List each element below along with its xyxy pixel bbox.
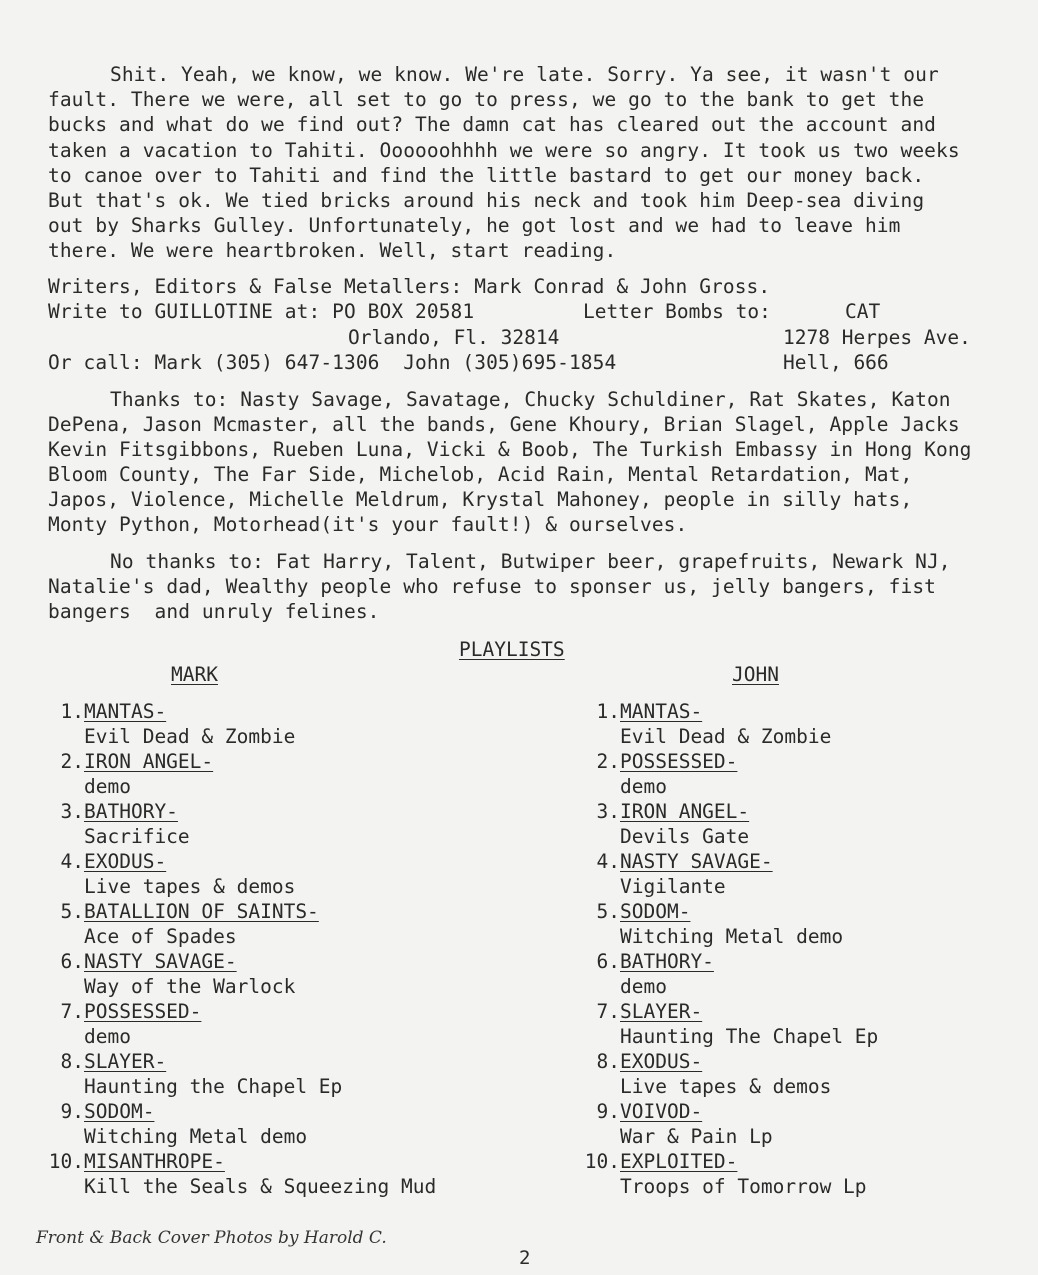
playlist-item-release: Kill the Seals & Squeezing Mud: [84, 1175, 437, 1198]
playlist-item-number: 4.: [60, 850, 84, 873]
playlist-item-release: demo: [620, 775, 667, 798]
playlist-item-band: SODOM-: [620, 900, 691, 923]
credits-call: Or call: Mark (305) 647-1306 John (305)695-1854: [48, 351, 617, 374]
playlist-item-band: POSSESSED-: [620, 750, 738, 773]
playlist-item-number: 9.: [60, 1100, 84, 1123]
playlist-item-release: Troops of Tomorrow Lp: [620, 1175, 867, 1198]
cat-street: 1278 Herpes Ave.: [783, 326, 971, 349]
playlist-item-number: 2.: [60, 750, 84, 773]
playlist-item-number: 10.: [48, 1150, 84, 1173]
intro-line: But that's ok. We tied bricks around his neck and took him Deep-sea diving: [48, 189, 925, 212]
playlist-item-number: 6.: [60, 950, 84, 973]
playlist-item-number: 5.: [596, 900, 620, 923]
intro-line: fault. There we were, all set to go to press, we go to the bank to get the: [48, 88, 925, 111]
playlist-item-release: Live tapes & demos: [84, 875, 296, 898]
playlist-item-band: BATHORY-: [620, 950, 714, 973]
playlist-item-release: Way of the Warlock: [84, 975, 296, 998]
playlist-item-number: 6.: [596, 950, 620, 973]
handwritten-photo-credit: Front & Back Cover Photos by Harold C.: [36, 1228, 387, 1248]
playlist-item-release: Evil Dead & Zombie: [84, 725, 296, 748]
playlist-item-band: EXODUS-: [84, 850, 167, 873]
playlist-item-release: Haunting The Chapel Ep: [620, 1025, 879, 1048]
letter-bombs-label: Letter Bombs to:: [583, 300, 771, 323]
playlist-item-number: 7.: [60, 1000, 84, 1023]
playlist-item-band: POSSESSED-: [84, 1000, 202, 1023]
playlist-item-band: EXODUS-: [620, 1050, 703, 1073]
playlist-item-number: 8.: [60, 1050, 84, 1073]
cat-name: CAT: [845, 300, 881, 323]
playlist-item-release: demo: [84, 775, 131, 798]
playlist-item-number: 9.: [596, 1100, 620, 1123]
playlist-item-band: VOIVOD-: [620, 1100, 703, 1123]
playlist-item-release: Ace of Spades: [84, 925, 237, 948]
playlist-item-release: demo: [620, 975, 667, 998]
playlist-item-release: Sacrifice: [84, 825, 190, 848]
playlist-john-title: JOHN: [732, 663, 779, 686]
playlist-item-release: Devils Gate: [620, 825, 750, 848]
playlist-item-number: 2.: [596, 750, 620, 773]
intro-line: there. We were heartbroken. Well, start reading.: [48, 239, 617, 262]
thanks-line: Kevin Fitsgibbons, Rueben Luna, Vicki & Boob, The Turkish Embassy in Hong Kong: [48, 438, 972, 461]
playlist-item-release: War & Pain Lp: [620, 1125, 773, 1148]
playlist-item-band: SODOM-: [84, 1100, 155, 1123]
playlist-item-number: 5.: [60, 900, 84, 923]
thanks-line: DePena, Jason Mcmaster, all the bands, Gene Khoury, Brian Slagel, Apple Jacks: [48, 413, 960, 436]
playlist-item-number: 8.: [596, 1050, 620, 1073]
playlist-item-band: EXPLOITED-: [620, 1150, 738, 1173]
playlist-item-band: MANTAS-: [620, 700, 703, 723]
playlist-item-release: Vigilante: [620, 875, 726, 898]
no-thanks-line: No thanks to: Fat Harry, Talent, Butwiper beer, grapefruits, Newark NJ,: [110, 550, 951, 573]
cat-city: Hell, 666: [783, 351, 889, 374]
playlist-item-release: Live tapes & demos: [620, 1075, 832, 1098]
thanks-line: Thanks to: Nasty Savage, Savatage, Chucky Schuldiner, Rat Skates, Katon: [110, 388, 951, 411]
playlists-heading: PLAYLISTS: [459, 638, 565, 661]
intro-line: to canoe over to Tahiti and find the little bastard to get our money back.: [48, 164, 925, 187]
playlist-item-release: demo: [84, 1025, 131, 1048]
playlist-item-band: IRON ANGEL-: [620, 800, 750, 823]
playlist-mark-title: MARK: [171, 663, 218, 686]
playlist-item-number: 3.: [596, 800, 620, 823]
playlist-item-number: 1.: [60, 700, 84, 723]
no-thanks-line: Natalie's dad, Wealthy people who refuse to sponser us, jelly bangers, fist: [48, 575, 936, 598]
thanks-line: Monty Python, Motorhead(it's your fault!) & ourselves.: [48, 513, 688, 536]
playlist-item-band: BATHORY-: [84, 800, 178, 823]
playlist-item-release: Haunting the Chapel Ep: [84, 1075, 343, 1098]
playlist-item-band: NASTY SAVAGE-: [620, 850, 773, 873]
playlist-item-band: MISANTHROPE-: [84, 1150, 225, 1173]
playlist-item-number: 7.: [596, 1000, 620, 1023]
playlist-item-number: 4.: [596, 850, 620, 873]
playlist-item-release: Evil Dead & Zombie: [620, 725, 832, 748]
playlist-item-band: IRON ANGEL-: [84, 750, 214, 773]
playlist-item-band: SLAYER-: [620, 1000, 703, 1023]
playlist-item-number: 10.: [584, 1150, 620, 1173]
playlist-item-release: Witching Metal demo: [84, 1125, 308, 1148]
playlist-item-number: 1.: [596, 700, 620, 723]
playlist-item-release: Witching Metal demo: [620, 925, 844, 948]
playlist-item-band: MANTAS-: [84, 700, 167, 723]
intro-line: Shit. Yeah, we know, we know. We're late. Sorry. Ya see, it wasn't our: [110, 63, 939, 86]
page-number: 2: [519, 1247, 531, 1269]
intro-line: taken a vacation to Tahiti. Oooooohhhh we were so angry. It took us two weeks: [48, 139, 960, 162]
playlist-item-number: 3.: [60, 800, 84, 823]
intro-line: bucks and what do we find out? The damn cat has cleared out the account and: [48, 113, 936, 136]
thanks-line: Bloom County, The Far Side, Michelob, Acid Rain, Mental Retardation, Mat,: [48, 463, 913, 486]
credits-write-to: Write to GUILLOTINE at: PO BOX 20581: [48, 300, 475, 323]
no-thanks-line: bangers and unruly felines.: [48, 600, 380, 623]
intro-line: out by Sharks Gulley. Unfortunately, he got lost and we had to leave him: [48, 214, 901, 237]
thanks-line: Japos, Violence, Michelle Meldrum, Krystal Mahoney, people in silly hats,: [48, 488, 913, 511]
playlist-item-band: SLAYER-: [84, 1050, 167, 1073]
credits-writers: Writers, Editors & False Metallers: Mark Conrad & John Gross.: [48, 275, 771, 298]
playlist-item-band: BATALLION OF SAINTS-: [84, 900, 319, 923]
playlist-item-band: NASTY SAVAGE-: [84, 950, 237, 973]
credits-write-to-city: Orlando, Fl. 32814: [348, 326, 560, 349]
